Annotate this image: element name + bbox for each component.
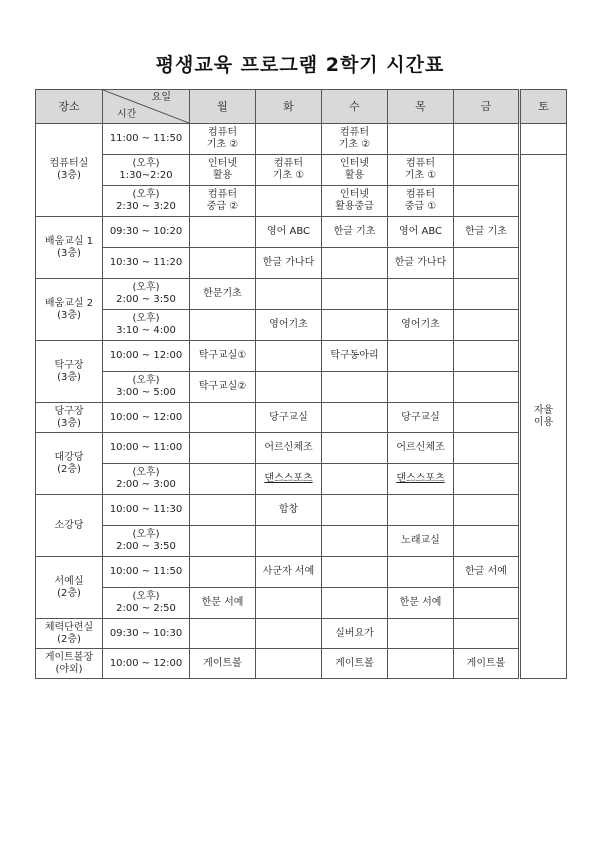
- room-name: 체력단련실 (2층): [36, 619, 103, 649]
- class-cell: [190, 557, 256, 588]
- header-time-label: 시간: [117, 109, 137, 120]
- class-cell: 노래교실: [388, 526, 454, 557]
- schedule-row: [36, 557, 567, 588]
- class-cell: 영어기초: [256, 310, 322, 341]
- class-cell: 컴퓨터 중급 ②: [190, 186, 256, 217]
- class-cell: 탁구교실②: [190, 372, 256, 403]
- class-cell: [256, 124, 322, 155]
- room-name: 게이트볼장 (야외): [36, 649, 103, 679]
- schedule-row: [36, 372, 567, 403]
- class-cell: [454, 279, 520, 310]
- header-mon: 월: [190, 90, 256, 124]
- class-cell: [256, 619, 322, 649]
- class-cell: 한글 기초: [454, 217, 520, 248]
- room-name: 탁구장 (3층): [36, 341, 103, 403]
- class-cell: [454, 124, 520, 155]
- class-cell: 게이트볼: [190, 649, 256, 679]
- class-cell: 컴퓨터 기초 ②: [322, 124, 388, 155]
- class-cell: [256, 186, 322, 217]
- time-cell: 10:00 ~ 12:00: [103, 341, 190, 372]
- time-cell: 10:00 ~ 11:30: [103, 495, 190, 526]
- class-cell: 사군자 서예: [256, 557, 322, 588]
- class-cell: 한글 가나다: [388, 248, 454, 279]
- class-cell: [388, 619, 454, 649]
- class-cell: [388, 649, 454, 679]
- class-cell: [322, 403, 388, 433]
- room-name: 컴퓨터실 (3층): [36, 124, 103, 217]
- page-title: 평생교육 프로그램 2학기 시간표: [155, 54, 445, 76]
- class-cell: [256, 526, 322, 557]
- schedule-row: [36, 403, 567, 433]
- class-cell: [454, 588, 520, 619]
- room-name: 배움교실 2 (3층): [36, 279, 103, 341]
- time-cell: 09:30 ~ 10:30: [103, 619, 190, 649]
- class-cell: [454, 341, 520, 372]
- time-cell: (오후) 3:00 ~ 5:00: [103, 372, 190, 403]
- class-cell: 컴퓨터 기초 ①: [256, 155, 322, 186]
- class-cell: [190, 619, 256, 649]
- class-cell: 댄스스포츠: [256, 464, 322, 495]
- class-cell: [388, 557, 454, 588]
- class-cell: [256, 372, 322, 403]
- time-cell: (오후) 2:30 ~ 3:20: [103, 186, 190, 217]
- class-cell: [190, 217, 256, 248]
- schedule-row: [36, 433, 567, 464]
- class-cell: 당구교실: [388, 403, 454, 433]
- class-cell: 영어 ABC: [256, 217, 322, 248]
- room-name: 서예실 (2층): [36, 557, 103, 619]
- class-cell: 어르신체조: [256, 433, 322, 464]
- class-cell: 실버요가: [322, 619, 388, 649]
- header-place: 장소: [36, 90, 103, 124]
- schedule-row: [36, 155, 567, 186]
- time-cell: 10:00 ~ 11:50: [103, 557, 190, 588]
- class-cell: [454, 526, 520, 557]
- class-cell: [454, 464, 520, 495]
- time-cell: (오후) 2:00 ~ 3:50: [103, 526, 190, 557]
- class-cell: 영어기초: [388, 310, 454, 341]
- class-cell: [190, 526, 256, 557]
- class-cell: [256, 341, 322, 372]
- class-cell: 당구교실: [256, 403, 322, 433]
- class-cell: [322, 433, 388, 464]
- class-cell: [190, 310, 256, 341]
- schedule-row: [36, 248, 567, 279]
- class-cell: [322, 495, 388, 526]
- header-fri: 금: [454, 90, 520, 124]
- class-cell: 게이트볼: [454, 649, 520, 679]
- schedule-row: [36, 464, 567, 495]
- class-cell: [388, 372, 454, 403]
- class-cell: 한문 서예: [388, 588, 454, 619]
- header-thu: 목: [388, 90, 454, 124]
- class-cell: 한문기초: [190, 279, 256, 310]
- class-cell: 합창: [256, 495, 322, 526]
- class-cell: 영어 ABC: [388, 217, 454, 248]
- class-cell: [190, 248, 256, 279]
- class-cell: [388, 341, 454, 372]
- class-cell: [454, 186, 520, 217]
- schedule-row: [36, 310, 567, 341]
- time-cell: 10:00 ~ 12:00: [103, 403, 190, 433]
- schedule-row: [36, 279, 567, 310]
- class-cell: [190, 433, 256, 464]
- header-sat: 토: [520, 90, 567, 124]
- schedule-row: [36, 526, 567, 557]
- time-cell: 10:00 ~ 12:00: [103, 649, 190, 679]
- class-cell: 인터넷 활용: [322, 155, 388, 186]
- room-name: 대강당 (2층): [36, 433, 103, 495]
- time-cell: (오후) 3:10 ~ 4:00: [103, 310, 190, 341]
- header-tue: 화: [256, 90, 322, 124]
- class-cell: [454, 310, 520, 341]
- diagonal-line: [103, 90, 189, 123]
- class-cell: [322, 588, 388, 619]
- time-cell: 10:00 ~ 11:00: [103, 433, 190, 464]
- header-row: [36, 90, 567, 124]
- time-cell: 11:00 ~ 11:50: [103, 124, 190, 155]
- header-day-time: [103, 90, 190, 124]
- class-cell: [256, 588, 322, 619]
- class-cell: [454, 372, 520, 403]
- class-cell: 게이트볼: [322, 649, 388, 679]
- class-cell: 어르신체조: [388, 433, 454, 464]
- class-cell: 탁구교실①: [190, 341, 256, 372]
- schedule-row: [36, 588, 567, 619]
- class-cell: 탁구동아리: [322, 341, 388, 372]
- schedule-row: [36, 124, 567, 155]
- class-cell: 한글 서예: [454, 557, 520, 588]
- time-cell: 09:30 ~ 10:20: [103, 217, 190, 248]
- header-wed: 수: [322, 90, 388, 124]
- class-cell: [454, 433, 520, 464]
- room-name: 배움교실 1 (3층): [36, 217, 103, 279]
- class-cell: [322, 464, 388, 495]
- class-cell: [454, 619, 520, 649]
- schedule-row: [36, 341, 567, 372]
- class-cell: [454, 155, 520, 186]
- schedule-row: [36, 649, 567, 679]
- schedule-row: [36, 217, 567, 248]
- class-cell: [190, 495, 256, 526]
- schedule-table: [35, 89, 567, 679]
- class-cell: [322, 372, 388, 403]
- class-cell: 한문 서예: [190, 588, 256, 619]
- class-cell: [388, 279, 454, 310]
- class-cell: [322, 557, 388, 588]
- class-cell: 한글 기초: [322, 217, 388, 248]
- time-cell: (오후) 2:00 ~ 3:00: [103, 464, 190, 495]
- saturday-free-use: 자율 이용: [520, 155, 567, 679]
- class-cell: [322, 248, 388, 279]
- class-cell: 컴퓨터 기초 ①: [388, 155, 454, 186]
- header-day-label: 요일: [151, 92, 171, 103]
- class-cell: [322, 279, 388, 310]
- class-cell: [454, 248, 520, 279]
- class-cell: 인터넷 활용중급: [322, 186, 388, 217]
- time-cell: (오후) 1:30~2:20: [103, 155, 190, 186]
- class-cell: [388, 495, 454, 526]
- class-cell: 한글 가나다: [256, 248, 322, 279]
- time-cell: (오후) 2:00 ~ 2:50: [103, 588, 190, 619]
- room-name: 당구장 (3층): [36, 403, 103, 433]
- class-cell: [388, 124, 454, 155]
- class-cell: [190, 464, 256, 495]
- schedule-row: [36, 619, 567, 649]
- class-cell: 컴퓨터 기초 ②: [190, 124, 256, 155]
- class-cell: 댄스스포츠: [388, 464, 454, 495]
- room-name: 소강당: [36, 495, 103, 557]
- class-cell: [190, 403, 256, 433]
- class-cell: [256, 279, 322, 310]
- class-cell: [322, 310, 388, 341]
- class-cell: [454, 403, 520, 433]
- time-cell: 10:30 ~ 11:20: [103, 248, 190, 279]
- schedule-row: [36, 495, 567, 526]
- class-cell: [256, 649, 322, 679]
- class-cell: [322, 526, 388, 557]
- saturday-cell-top: [520, 124, 567, 155]
- class-cell: 컴퓨터 중급 ①: [388, 186, 454, 217]
- time-cell: (오후) 2:00 ~ 3:50: [103, 279, 190, 310]
- schedule-row: [36, 186, 567, 217]
- class-cell: [454, 495, 520, 526]
- class-cell: 인터넷 활용: [190, 155, 256, 186]
